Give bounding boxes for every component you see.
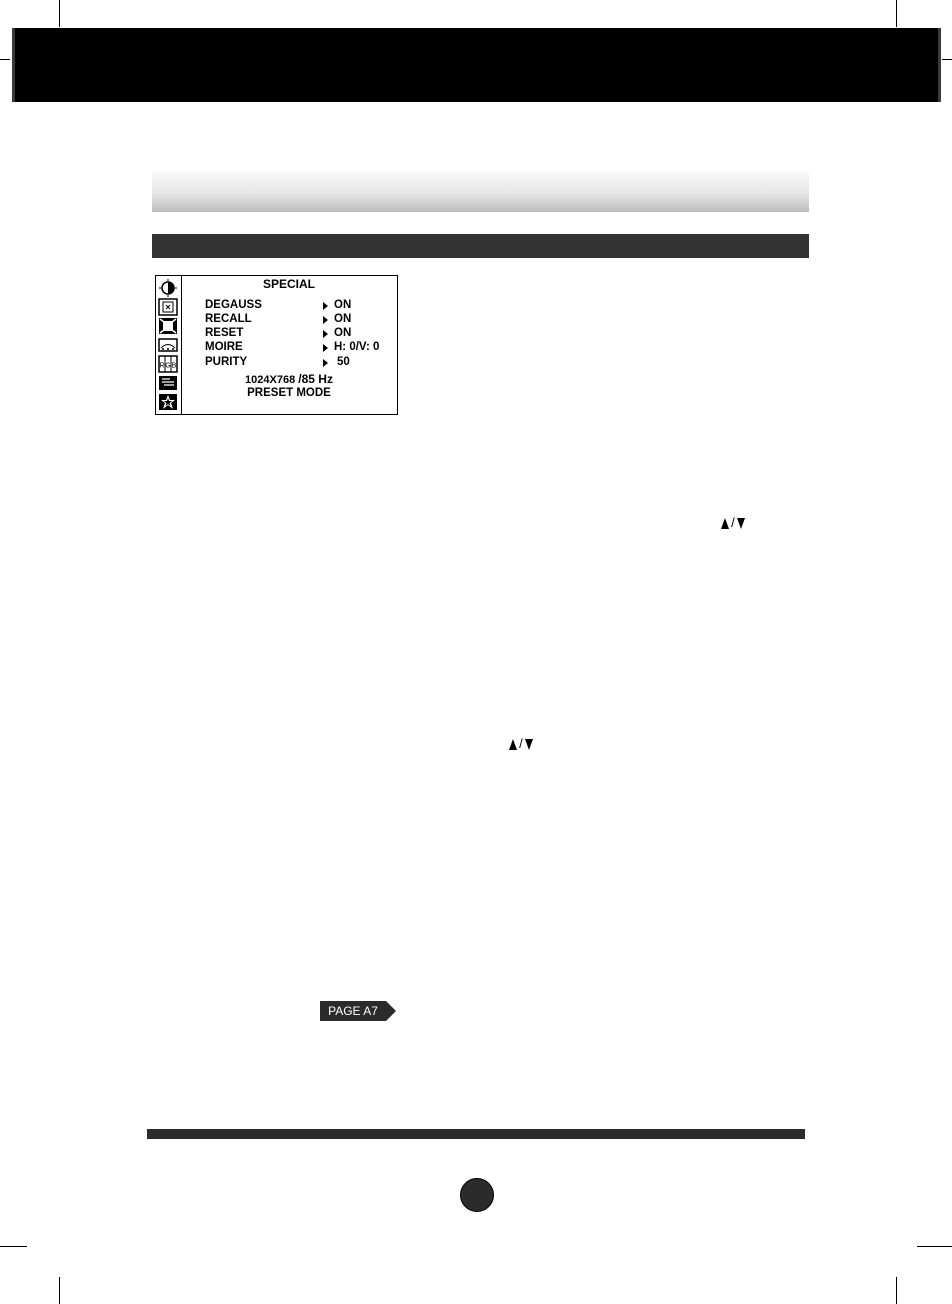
osd-row-degauss <box>205 299 395 313</box>
size-icon <box>157 317 179 335</box>
arrow-right-icon <box>323 344 328 352</box>
osd-row-label: RESET <box>205 327 244 339</box>
arrow-separator: / <box>730 515 736 530</box>
tag-arrow-icon <box>386 1001 396 1021</box>
osd-row-value: ON <box>334 327 352 339</box>
crop-mark <box>0 59 10 60</box>
osd-row-purity <box>205 356 395 370</box>
crop-mark <box>896 1277 897 1304</box>
svg-text:R: R <box>159 362 165 370</box>
osd-row-label: DEGAUSS <box>205 299 262 311</box>
osd-icon-column <box>156 276 182 414</box>
footer-rule <box>147 1129 805 1139</box>
osd-row-value: ON <box>334 299 352 311</box>
up-down-arrows <box>721 516 745 530</box>
page-number-badge <box>460 1178 494 1212</box>
header-band-edge <box>938 28 941 102</box>
osd-menu <box>155 275 398 415</box>
crop-mark <box>942 59 952 60</box>
osd-row-label: MOIRE <box>205 341 243 353</box>
osd-resolution <box>181 372 397 386</box>
crop-mark <box>0 1246 27 1247</box>
crop-mark <box>896 0 897 27</box>
osd-preset-mode: PRESET MODE <box>247 387 331 399</box>
triangle-down-icon <box>525 739 533 750</box>
svg-text:B: B <box>171 362 177 370</box>
triangle-up-icon <box>509 739 517 750</box>
up-down-arrows <box>509 737 533 751</box>
geometry-icon <box>157 336 179 354</box>
position-icon <box>157 298 179 316</box>
header-band-edge <box>12 28 15 102</box>
osd-row-label: PURITY <box>205 356 248 368</box>
osd-row-moire <box>205 341 395 355</box>
triangle-down-icon <box>737 518 745 529</box>
arrow-right-icon <box>323 302 328 310</box>
triangle-up-icon <box>721 518 729 529</box>
crop-mark <box>59 1277 60 1304</box>
section-heading-bar <box>152 171 809 212</box>
header-band <box>12 28 941 102</box>
refresh-rate: /85 Hz <box>298 372 333 386</box>
svg-text:G: G <box>165 362 171 370</box>
special-icon <box>157 393 179 411</box>
crop-mark <box>917 1246 952 1247</box>
page-reference-tag[interactable] <box>320 1001 397 1021</box>
osd-row-value: ON <box>334 313 352 325</box>
arrow-separator: / <box>518 736 524 751</box>
arrow-right-icon <box>323 316 328 324</box>
crop-mark <box>59 0 60 27</box>
osd-row-value: H: 0/V: 0 <box>334 341 380 353</box>
osd-row-recall <box>205 313 395 327</box>
rgb-icon <box>157 355 179 373</box>
arrow-right-icon <box>323 359 328 367</box>
osd-row-value: 50 <box>337 356 350 368</box>
osd-row-reset <box>205 327 395 341</box>
arrow-right-icon <box>323 330 328 338</box>
resolution-value: 1024X768 <box>245 374 296 386</box>
page-reference-label: PAGE A7 <box>320 1001 386 1021</box>
brightness-contrast-icon <box>157 279 179 297</box>
osd-row-label: RECALL <box>205 313 252 325</box>
subsection-heading-bar <box>152 234 809 258</box>
language-icon <box>157 374 179 392</box>
osd-title: SPECIAL <box>262 277 315 291</box>
